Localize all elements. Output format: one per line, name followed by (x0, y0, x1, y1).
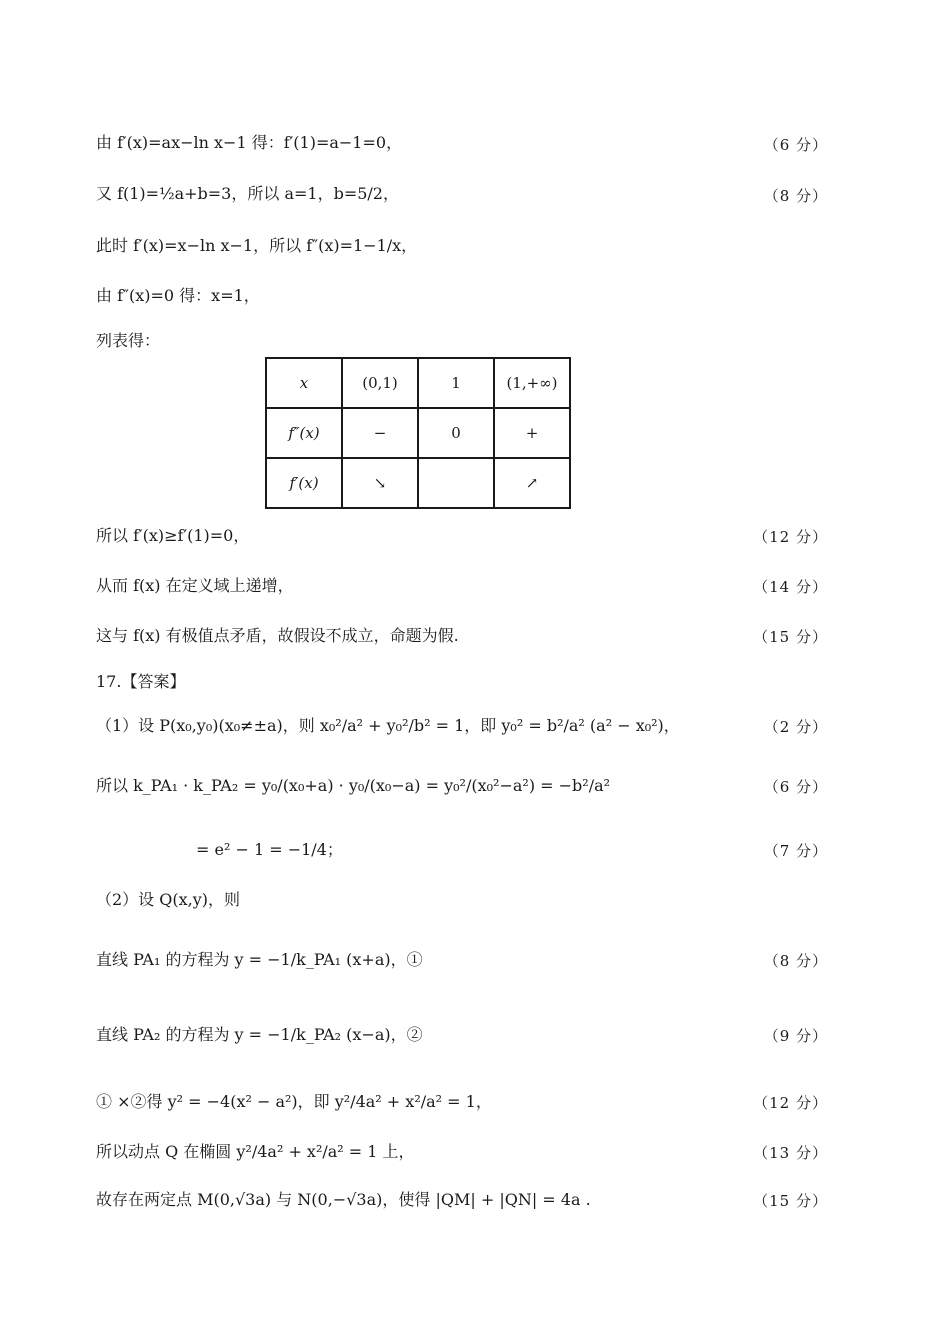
score-label: （14 分） (753, 578, 828, 596)
table-cell (418, 458, 494, 508)
table-cell: x (266, 358, 342, 408)
table-cell: (0,1) (342, 358, 418, 408)
table-cell: ↗ (494, 458, 570, 508)
line-text: （2）设 Q(x,y)，则 (96, 890, 241, 909)
section-heading (96, 672, 836, 692)
solution-line (96, 1025, 836, 1045)
solution-line (96, 526, 836, 546)
line-text: 这与 f(x) 有极值点矛盾，故假设不成立，命题为假. (96, 626, 459, 645)
score-label: （8 分） (763, 187, 828, 205)
solution-line (96, 890, 836, 910)
score-label: （15 分） (753, 628, 828, 646)
line-text: 直线 PA₂ 的方程为 y = −1/k_PA₂ (x−a)，② (96, 1025, 423, 1044)
line-text: 列表得： (96, 331, 161, 350)
score-label: （13 分） (753, 1144, 828, 1162)
line-text: 由 f′(x)=ax−ln x−1 得：f′(1)=a−1=0， (96, 133, 403, 152)
score-label: （2 分） (763, 718, 828, 736)
solution-line (96, 286, 836, 306)
table-row (266, 408, 570, 458)
table-cell: (1,+∞) (494, 358, 570, 408)
score-label: （8 分） (763, 952, 828, 970)
solution-line (96, 1092, 836, 1112)
line-text: 故存在两定点 M(0,√3a) 与 N(0,−√3a)，使得 |QM| + |QN| = 4a . (96, 1190, 591, 1209)
line-text: 此时 f′(x)=x−ln x−1，所以 f″(x)=1−1/x， (96, 236, 418, 255)
solution-line (96, 184, 836, 204)
table-cell: + (494, 408, 570, 458)
table-cell: f″(x) (266, 408, 342, 458)
solution-line (196, 840, 596, 860)
solution-line (96, 626, 836, 646)
score-label: （15 分） (753, 1192, 828, 1210)
score-label: （12 分） (753, 1094, 828, 1112)
line-text: 17.【答案】 (96, 672, 186, 691)
table-cell: ↘ (342, 458, 418, 508)
score-label: （6 分） (763, 778, 828, 796)
line-text: 又 f(1)=½a+b=3，所以 a=1，b=5/2， (96, 184, 399, 203)
table-header-row (266, 358, 570, 408)
line-text: 直线 PA₁ 的方程为 y = −1/k_PA₁ (x+a)，① (96, 950, 423, 969)
solution-line (96, 950, 836, 970)
table-cell: − (342, 408, 418, 458)
score-label: （7 分） (763, 842, 828, 860)
solution-line (96, 716, 836, 736)
line-text: = e² − 1 = −1/4； (196, 840, 343, 859)
solution-line (96, 1142, 836, 1162)
line-text: 所以动点 Q 在椭圆 y²/4a² + x²/a² = 1 上， (96, 1142, 415, 1161)
line-text: ① ×②得 y² = −4(x² − a²)，即 y²/4a² + x²/a² = 1， (96, 1092, 492, 1111)
table-row (266, 458, 570, 508)
solution-line (96, 236, 836, 256)
sign-table (265, 357, 571, 509)
table-cell: f′(x) (266, 458, 342, 508)
line-text: 所以 f′(x)≥f′(1)=0， (96, 526, 250, 545)
table-cell: 1 (418, 358, 494, 408)
table-cell: 0 (418, 408, 494, 458)
line-text: 从而 f(x) 在定义域上递增， (96, 576, 294, 595)
score-label: （12 分） (753, 528, 828, 546)
solution-line (96, 133, 836, 153)
score-label: （9 分） (763, 1027, 828, 1045)
solution-line (96, 576, 836, 596)
line-text: 所以 k_PA₁ · k_PA₂ = y₀/(x₀+a) · y₀/(x₀−a) = y₀²/(x₀²−a²) = −b²/a² (96, 776, 611, 795)
solution-line (96, 331, 836, 351)
line-text: （1）设 P(x₀,y₀)(x₀≠±a)，则 x₀²/a² + y₀²/b² = 1，即 y₀² = b²/a² (a² − x₀²)， (96, 716, 680, 735)
score-label: （6 分） (763, 136, 828, 154)
line-text: 由 f″(x)=0 得：x=1， (96, 286, 260, 305)
solution-line (96, 776, 836, 796)
solution-line (96, 1190, 836, 1210)
